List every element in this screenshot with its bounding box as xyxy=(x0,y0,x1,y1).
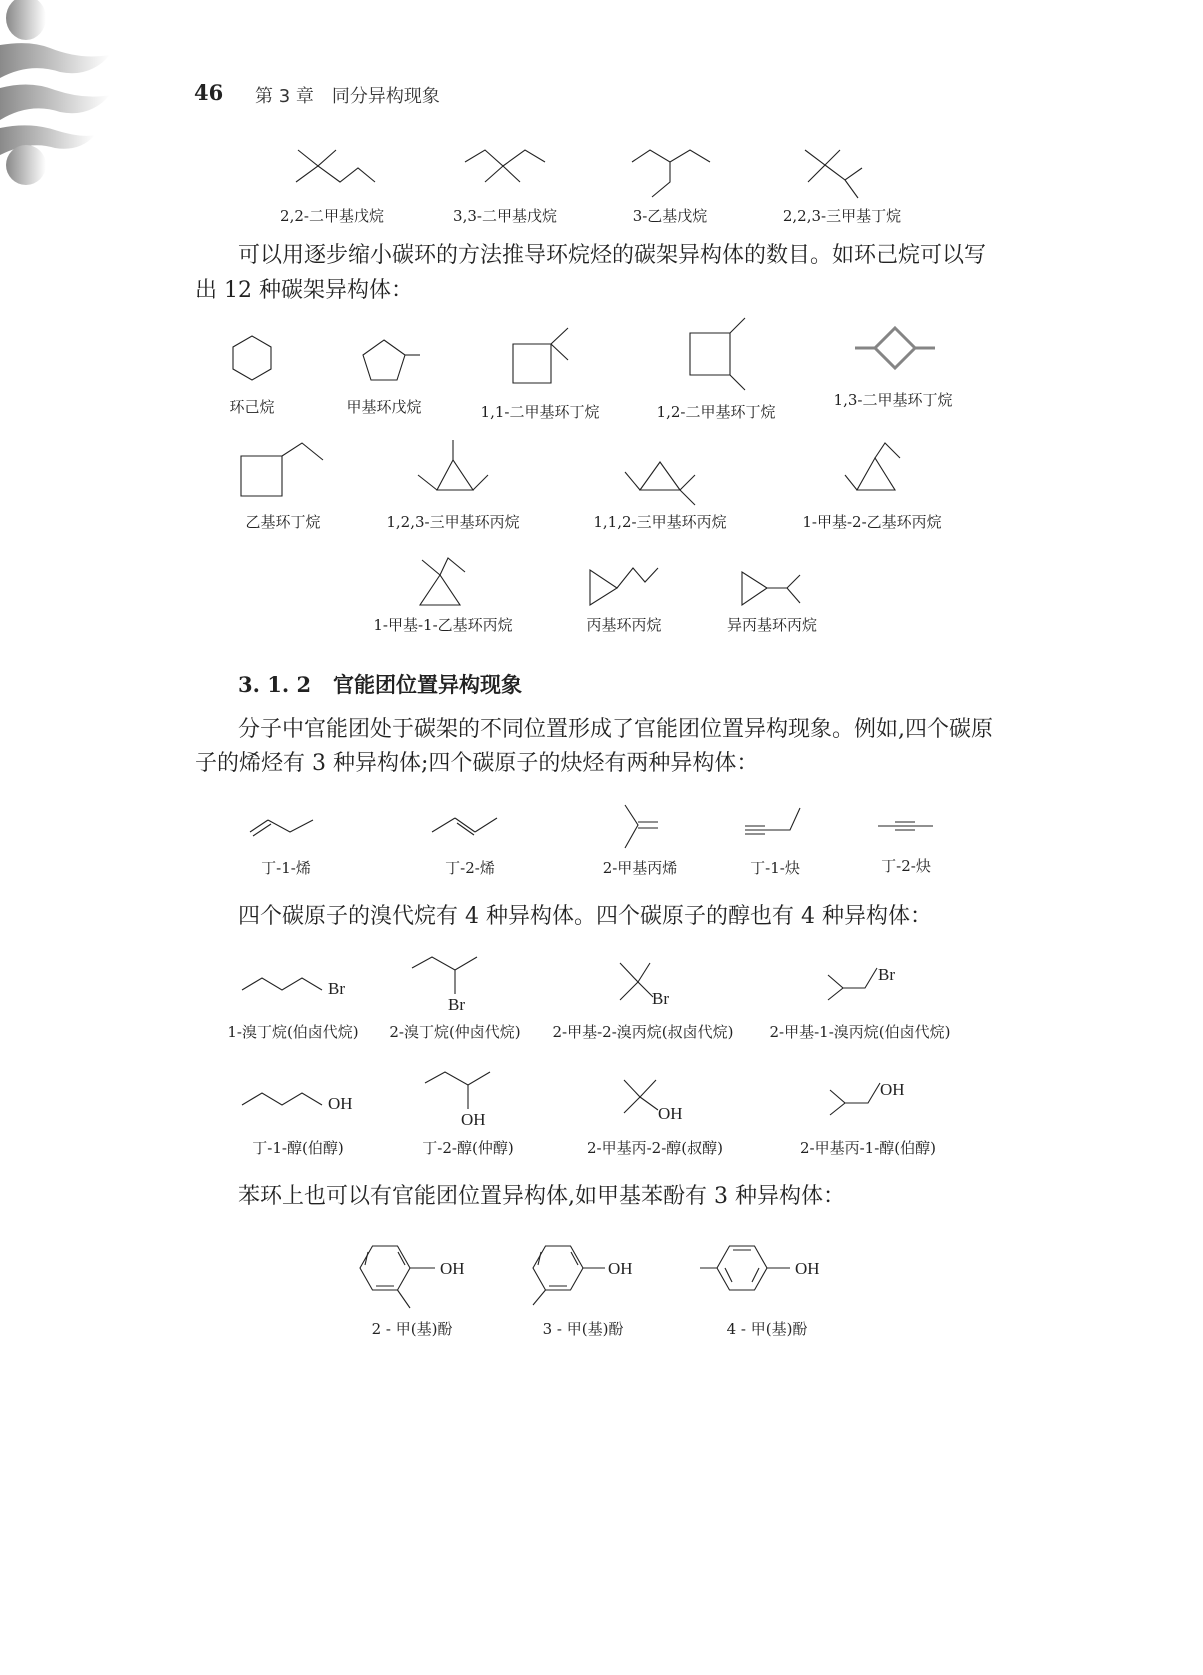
structure-label: 2-甲基丙-2-醇(叔醇) xyxy=(587,1139,723,1157)
bond-line xyxy=(875,328,915,368)
bond-line xyxy=(680,475,695,490)
atom-label: OH xyxy=(795,1259,820,1278)
structure-3-ethylpentane xyxy=(632,150,710,197)
bond-line xyxy=(432,818,455,832)
bond-line xyxy=(787,588,800,603)
bond-line xyxy=(625,472,640,490)
structure-2-methylphenol xyxy=(360,1246,465,1308)
structure-2-methyl-1-bromopropane xyxy=(828,965,895,1000)
bond-line xyxy=(242,1093,322,1105)
structure-1-3-dimethylcyclobutane xyxy=(855,328,935,368)
bond-line xyxy=(282,443,323,460)
atom-label: Br xyxy=(878,965,895,984)
bond-line xyxy=(828,975,843,1000)
atom-label: Br xyxy=(652,989,669,1008)
structure-label: 1,2,3-三甲基环丙烷 xyxy=(386,513,520,531)
bond-line xyxy=(398,1290,411,1308)
structure-1-1-dimethylcyclobutane xyxy=(513,328,568,383)
bond-line xyxy=(765,808,800,830)
structure-label: 1,1,2-三甲基环丙烷 xyxy=(593,513,727,531)
bond-line xyxy=(717,1246,767,1290)
bond-line xyxy=(475,818,497,832)
structure-label: 环己烷 xyxy=(229,398,275,416)
structure-label: 2,2,3-三甲基丁烷 xyxy=(782,207,902,225)
structure-label: 1,1-二甲基环丁烷 xyxy=(480,403,600,421)
paragraph-line: 分子中官能团处于碳架的不同位置形成了官能团位置异构现象。例如,四个碳原 xyxy=(238,717,993,742)
structure-isopropylcyclopropane xyxy=(742,572,800,605)
bond-line xyxy=(465,150,545,166)
structure-label: 1,3-二甲基环丁烷 xyxy=(833,391,953,409)
structure-label: 丁-1-烯 xyxy=(261,859,311,877)
structure-label: 4 - 甲(基)酚 xyxy=(726,1320,808,1338)
bond-line xyxy=(752,1268,759,1282)
bond-line xyxy=(845,475,857,490)
bond-line xyxy=(418,475,437,490)
bond-line xyxy=(363,340,405,380)
bond-line xyxy=(632,150,710,162)
structure-label: 乙基环丁烷 xyxy=(245,513,321,531)
bond-line xyxy=(825,165,862,180)
structure-label: 2-甲基丙烯 xyxy=(602,859,678,877)
structure-label: 3 - 甲(基)酚 xyxy=(542,1320,624,1338)
bond-line xyxy=(440,558,465,575)
section-heading xyxy=(238,669,522,699)
atom-label: OH xyxy=(440,1259,465,1278)
structure-label: 丁-1-炔 xyxy=(750,859,800,877)
bond-line xyxy=(268,820,313,832)
bond-line xyxy=(830,1090,845,1115)
bond-line xyxy=(455,818,475,832)
atom-label: OH xyxy=(880,1080,905,1099)
structure-but-2-yne xyxy=(878,822,933,830)
structure-3-3-dimethylpentane xyxy=(465,150,545,182)
structure-2-methyl-2-bromopropane xyxy=(620,963,669,1008)
structure-1-2-3-trimethylcyclopropane xyxy=(418,440,488,490)
structure-label: 1-溴丁烷(伯卤代烷) xyxy=(227,1023,359,1041)
bond-line xyxy=(250,820,268,832)
bond-line xyxy=(875,443,900,458)
bond-line xyxy=(805,150,825,182)
bond-line xyxy=(513,344,551,383)
structure-but-2-ene xyxy=(432,818,497,835)
paragraph-line: 四个碳原子的溴代烷有 4 种异构体。四个碳原子的醇也有 4 种异构体： xyxy=(238,904,932,929)
structure-label: 3,3-二甲基戊烷 xyxy=(453,207,557,225)
bond-line xyxy=(742,572,767,605)
structure-label: 1-甲基-1-乙基环丙烷 xyxy=(373,616,513,634)
bond-line xyxy=(503,166,520,182)
bond-line xyxy=(485,166,503,182)
bond-line xyxy=(845,180,858,198)
paragraph-line: 子的烯烃有 3 种异构体;四个碳原子的炔烃有两种异构体： xyxy=(195,751,759,776)
structure-1-2-dimethylcyclobutane xyxy=(690,318,745,390)
structure-propylcyclopropane xyxy=(590,568,658,605)
structure-1-methyl-2-ethylcyclopropane xyxy=(845,443,900,490)
structure-label: 1-甲基-2-乙基环丙烷 xyxy=(802,513,942,531)
structure-butan-1-ol xyxy=(242,1093,353,1113)
bond-line xyxy=(625,805,638,848)
bond-line xyxy=(825,150,840,165)
structure-methylcyclopentane xyxy=(363,340,420,380)
structure-2-2-3-trimethylbutane xyxy=(805,150,862,198)
structure-label: 异丙基环丙烷 xyxy=(726,616,818,634)
structure-label: 2 - 甲(基)酚 xyxy=(371,1320,453,1338)
atom-label: Br xyxy=(448,995,465,1014)
bond-line xyxy=(624,1080,640,1113)
bond-line xyxy=(296,150,318,182)
structure-but-1-yne xyxy=(745,808,800,834)
bond-line xyxy=(620,963,638,1000)
structure-label: 甲基环戊烷 xyxy=(346,398,422,416)
structure-label: 2-甲基-2-溴丙烷(叔卤代烷) xyxy=(552,1023,734,1041)
bond-line xyxy=(652,162,670,197)
structure-label: 丁-2-烯 xyxy=(445,859,495,877)
bond-line xyxy=(845,1083,880,1103)
bond-line xyxy=(420,575,460,605)
structure-2-methylpropan-2-ol xyxy=(624,1080,683,1123)
atom-label: OH xyxy=(461,1110,486,1129)
bond-line xyxy=(318,150,375,182)
page-number: 46 xyxy=(194,80,224,105)
bond-line xyxy=(242,978,322,990)
structure-label: 丁-2-炔 xyxy=(881,857,931,875)
structure-2-bromobutane xyxy=(412,957,477,1014)
structure-label: 丁-1-醇(伯醇) xyxy=(252,1139,344,1157)
bond-line xyxy=(437,460,473,490)
paragraph-line: 苯环上也可以有官能团位置异构体,如甲基苯酚有 3 种异构体： xyxy=(238,1184,845,1209)
bond-line xyxy=(412,957,477,970)
structure-label: 丙基环丙烷 xyxy=(586,616,662,634)
structure-but-1-ene xyxy=(250,820,313,836)
structure-butan-2-ol xyxy=(425,1072,490,1129)
structure-1-1-2-trimethylcyclopropane xyxy=(625,462,695,505)
bond-line xyxy=(843,968,877,988)
paragraph-line: 出 12 种碳架异构体： xyxy=(195,278,413,303)
structure-ethylcyclobutane xyxy=(241,443,323,496)
bond-line xyxy=(533,1290,546,1305)
atom-label: OH xyxy=(608,1259,633,1278)
structure-label: 2-甲基丙-1-醇(伯醇) xyxy=(800,1139,936,1157)
bond-line xyxy=(730,318,745,333)
structure-cyclohexane xyxy=(233,336,271,380)
bond-line xyxy=(590,570,617,605)
bond-line xyxy=(233,336,271,380)
bond-line xyxy=(640,1080,658,1110)
bond-line xyxy=(473,475,488,490)
bond-line xyxy=(551,328,568,344)
section-title: 官能团位置异构现象 xyxy=(333,672,523,697)
structure-1-bromobutane xyxy=(242,978,345,998)
structure-1-methyl-1-ethylcyclopropane xyxy=(420,558,465,605)
bond-line xyxy=(730,375,745,390)
atom-label: Br xyxy=(328,979,345,998)
bond-line xyxy=(787,575,800,588)
bond-line xyxy=(617,568,658,588)
atom-label: OH xyxy=(658,1104,683,1123)
structure-4-methylphenol xyxy=(700,1246,820,1290)
bond-line xyxy=(690,333,730,375)
atom-label: OH xyxy=(328,1094,353,1113)
structure-label: 2-甲基-1-溴丙烷(伯卤代烷) xyxy=(769,1023,951,1041)
bond-line xyxy=(640,462,680,490)
bond-line xyxy=(425,1072,490,1085)
structure-2-2-dimethylpentane xyxy=(296,150,375,182)
bond-line xyxy=(680,490,695,505)
structure-2-methylpropan-1-ol xyxy=(830,1080,905,1115)
structure-label: 丁-2-醇(仲醇) xyxy=(422,1139,514,1157)
bond-line xyxy=(857,458,895,490)
bond-line xyxy=(253,824,271,836)
bond-line xyxy=(638,963,653,997)
bond-line xyxy=(422,560,440,575)
bond-line xyxy=(241,456,282,496)
structure-label: 3-乙基戊烷 xyxy=(632,207,708,225)
chapter-title: 第 3 章 同分异构现象 xyxy=(255,86,440,107)
section-number: 3. 1. 2 xyxy=(238,672,312,697)
structure-3-methylphenol xyxy=(533,1246,633,1305)
structure-label: 1,2-二甲基环丁烷 xyxy=(656,403,776,421)
bond-line xyxy=(551,344,568,360)
structure-label: 2,2-二甲基戊烷 xyxy=(280,207,384,225)
structure-label: 2-溴丁烷(仲卤代烷) xyxy=(389,1023,521,1041)
structure-2-methylpropene xyxy=(625,805,658,848)
bond-line xyxy=(725,1268,732,1282)
paragraph-line: 可以用逐步缩小碳环的方法推导环烷烃的碳架异构体的数目。如环己烷可以写 xyxy=(238,243,987,268)
